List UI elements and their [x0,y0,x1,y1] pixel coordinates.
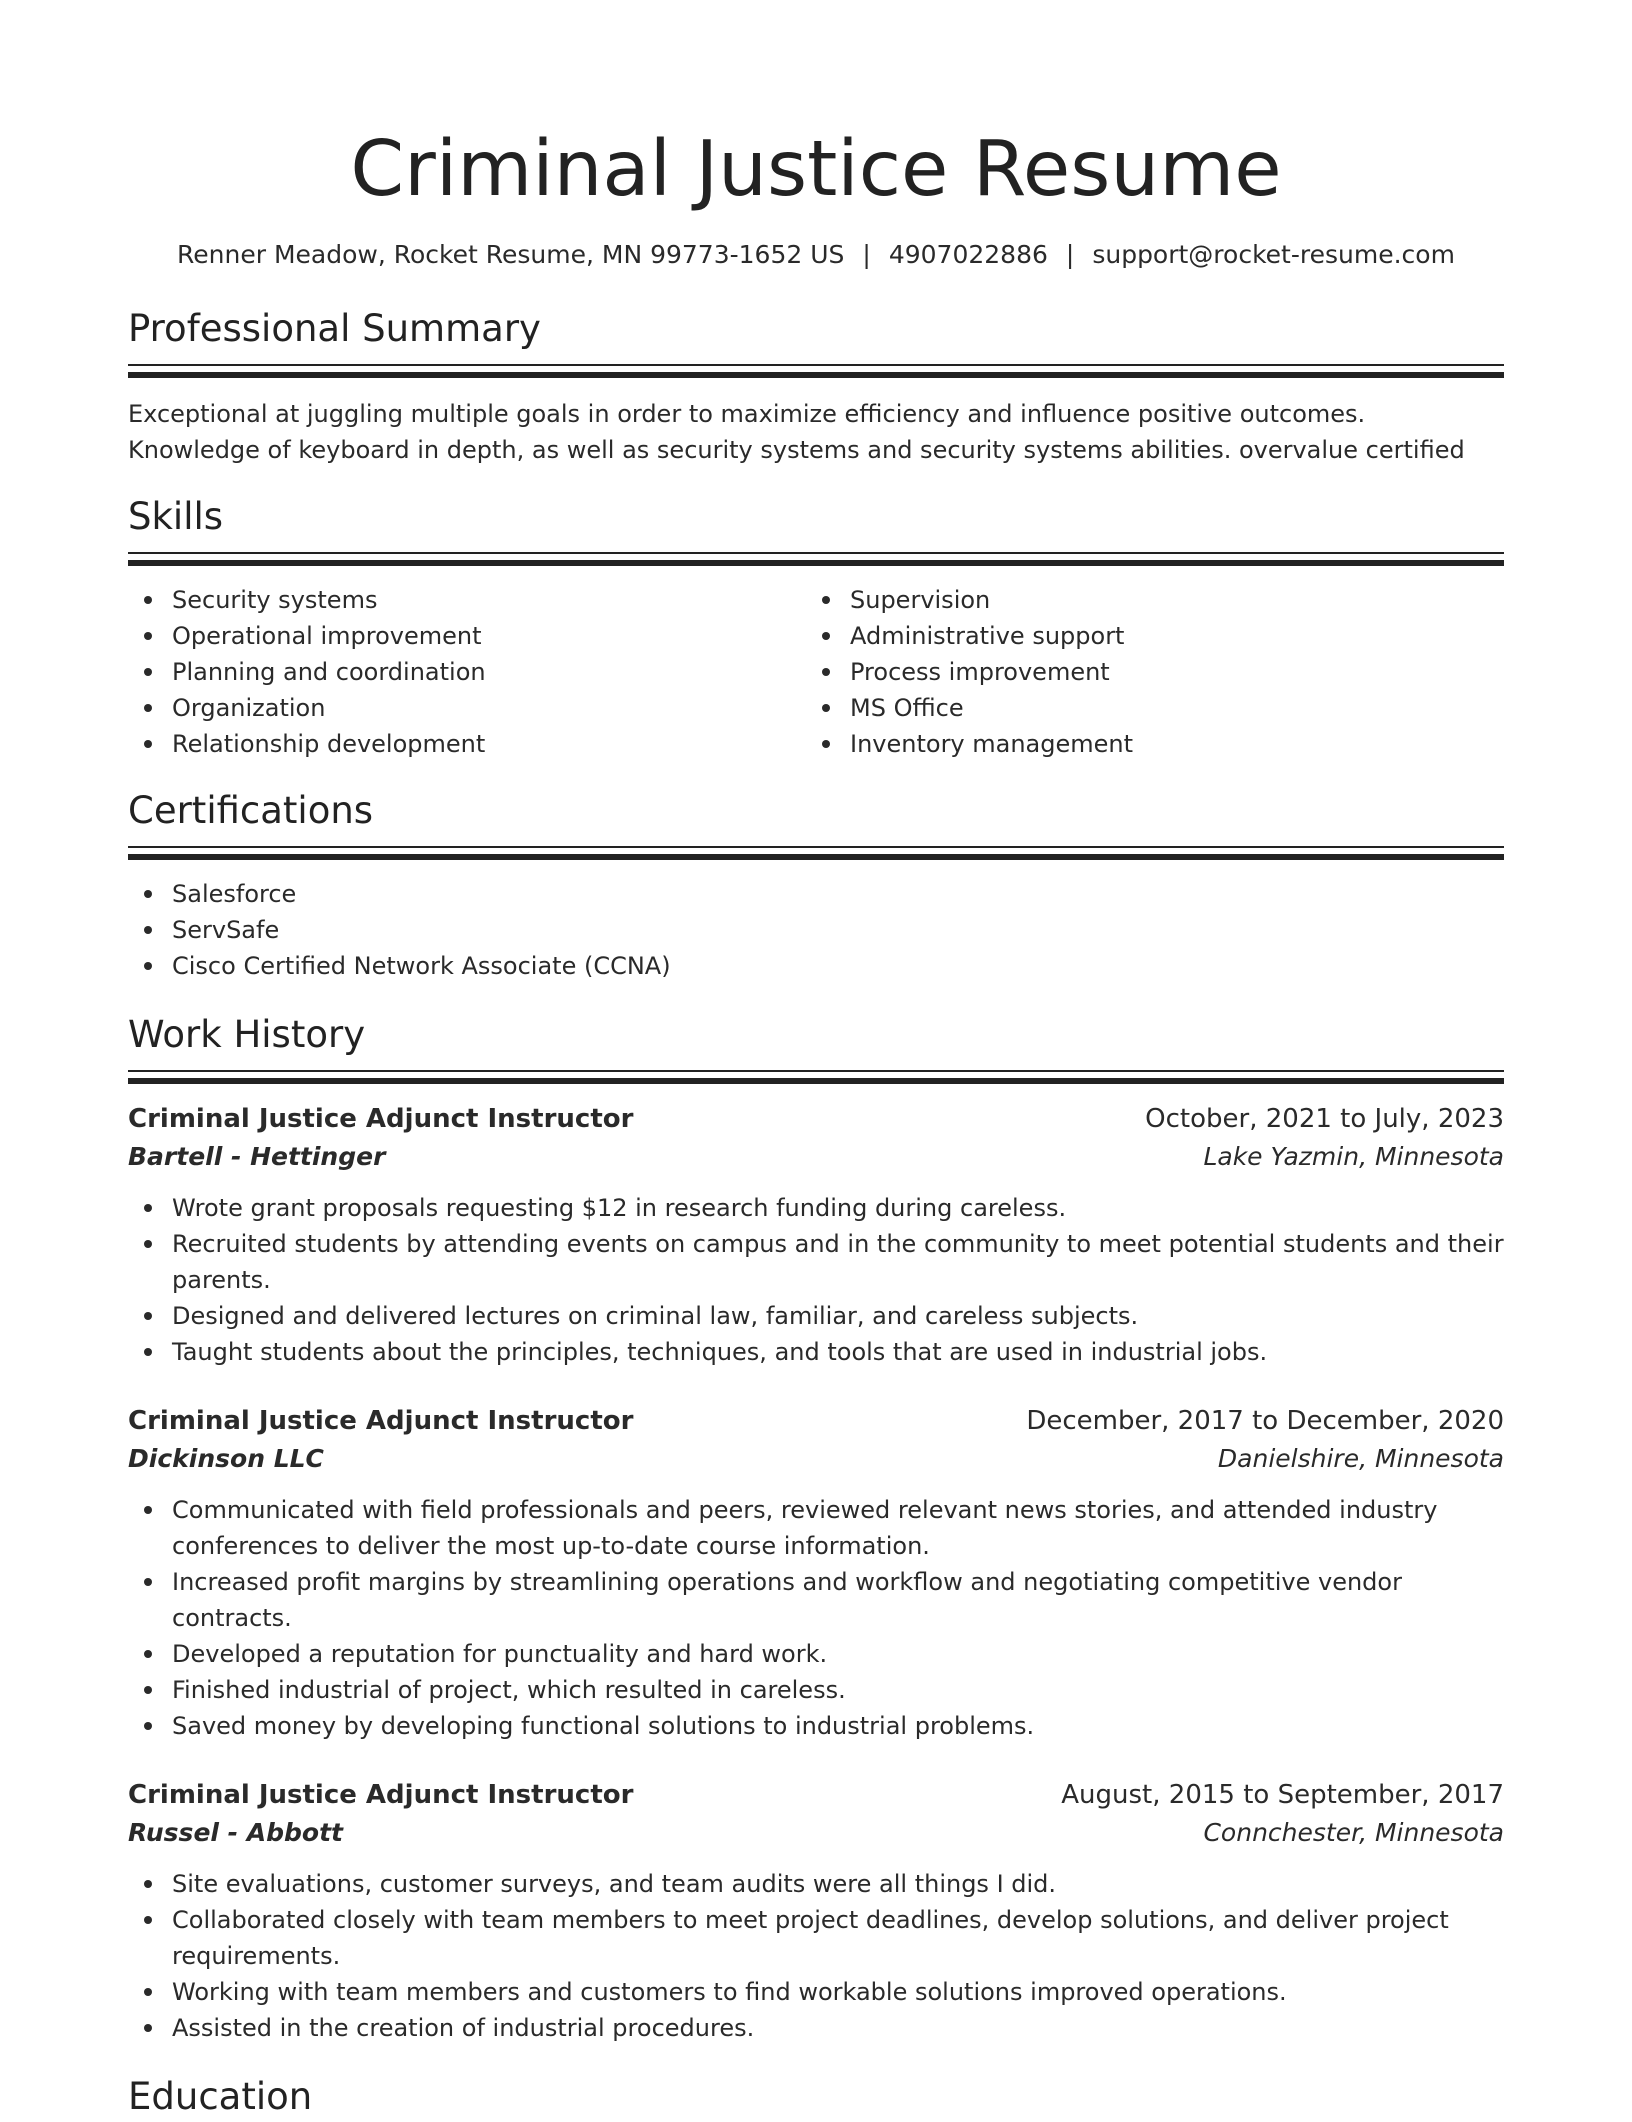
certification-item: ServSafe [172,912,1504,948]
job-subheader [128,1440,1504,1478]
contact-email: support@rocket-resume.com [1092,240,1455,269]
skill-item: MS Office [850,690,1484,726]
job-dates: October, 2021 to July, 2023 [1145,1104,1504,1134]
heading-rule-thin [128,1070,1504,1072]
job-bullet: Developed a reputation for punctuality and hard work. [172,1636,1504,1672]
job-location: Lake Yazmin, Minnesota [1203,1142,1504,1171]
contact-phone: 4907022886 [888,240,1048,269]
job-bullet: Working with team members and customers to find workable solutions improved operations. [172,1974,1504,2010]
resume-page [128,0,1504,2122]
job-dates: August, 2015 to September, 2017 [1061,1780,1504,1810]
resume-title: Criminal Justice Resume [350,125,1282,214]
skill-item: Relationship development [172,726,806,762]
summary-text: Exceptional at juggling multiple goals in order to maximize efficiency and influence positive outcomes. Knowledge of keyboard in depth, as well as security systems and security systems abilities. overvalue certified [128,400,1465,464]
section-heading-work-history: Work History [128,1013,366,1056]
job-entry [128,1100,1504,1370]
certification-item: Salesforce [172,876,1504,912]
skill-item: Inventory management [850,726,1484,762]
job-entry [128,1402,1504,1744]
skill-item: Operational improvement [172,618,806,654]
skill-item: Administrative support [850,618,1484,654]
skill-item: Organization [172,690,806,726]
job-header [128,1776,1504,1814]
job-title: Criminal Justice Adjunct Instructor [128,1104,634,1134]
skill-item: Security systems [172,582,806,618]
job-dates: December, 2017 to December, 2020 [1026,1406,1504,1436]
job-bullet: Assisted in the creation of industrial procedures. [172,2010,1504,2046]
skills-column-right [806,582,1484,762]
education-section [128,2072,1504,2122]
job-subheader [128,1138,1504,1176]
job-bullet: Saved money by developing functional solutions to industrial problems. [172,1708,1504,1744]
job-company: Dickinson LLC [128,1444,324,1473]
heading-rule-thin [128,364,1504,366]
job-header [128,1100,1504,1138]
skills-section [128,492,1504,762]
contact-address: Renner Meadow, Rocket Resume, MN 99773-1652 US [177,240,845,269]
job-bullet: Wrote grant proposals requesting $12 in research funding during careless. [172,1190,1504,1226]
job-title: Criminal Justice Adjunct Instructor [128,1780,634,1810]
heading-rule-thick [128,372,1504,378]
heading-rule-thin [128,846,1504,848]
contact-separator: | [862,240,871,269]
job-title: Criminal Justice Adjunct Instructor [128,1406,634,1436]
job-bullet: Recruited students by attending events on campus and in the community to meet potential students and their parents. [172,1226,1504,1298]
heading-rule-thin [128,552,1504,554]
skills-grid [128,582,1504,762]
section-heading-education: Education [128,2075,313,2118]
skill-item: Process improvement [850,654,1484,690]
work-history-section [128,1010,1504,2046]
contact-separator: | [1065,240,1075,269]
job-company: Russel - Abbott [128,1818,343,1847]
section-heading-skills: Skills [128,495,224,538]
skill-item: Supervision [850,582,1484,618]
job-bullet: Finished industrial of project, which resulted in careless. [172,1672,1504,1708]
job-bullet: Site evaluations, customer surveys, and team audits were all things I did. [172,1866,1504,1902]
job-location: Connchester, Minnesota [1203,1818,1504,1847]
section-heading-certifications: Certifications [128,789,374,832]
job-bullet: Increased profit margins by streamlining operations and workflow and negotiating competitive vendor contracts. [172,1564,1504,1636]
job-bullet: Communicated with field professionals and peers, reviewed relevant news stories, and attended industry conferences to deliver the most up-to-date course information. [172,1492,1504,1564]
heading-rule-thick [128,854,1504,860]
contact-line [128,238,1504,272]
job-bullet: Designed and delivered lectures on criminal law, familiar, and careless subjects. [172,1298,1504,1334]
job-bullet: Taught students about the principles, techniques, and tools that are used in industrial jobs. [172,1334,1504,1370]
skills-column-left [128,582,806,762]
summary-section [128,304,1504,468]
job-entry [128,1776,1504,2046]
job-subheader [128,1814,1504,1852]
job-bullet: Collaborated closely with team members to meet project deadlines, develop solutions, and deliver project requirements. [172,1902,1504,1974]
certifications-section [128,786,1504,984]
job-company: Bartell - Hettinger [128,1142,386,1171]
skill-item: Planning and coordination [172,654,806,690]
section-heading-summary: Professional Summary [128,307,541,350]
job-location: Danielshire, Minnesota [1217,1444,1504,1473]
heading-rule-thick [128,1078,1504,1084]
job-header [128,1402,1504,1440]
heading-rule-thick [128,560,1504,566]
certification-item: Cisco Certified Network Associate (CCNA) [172,948,1504,984]
